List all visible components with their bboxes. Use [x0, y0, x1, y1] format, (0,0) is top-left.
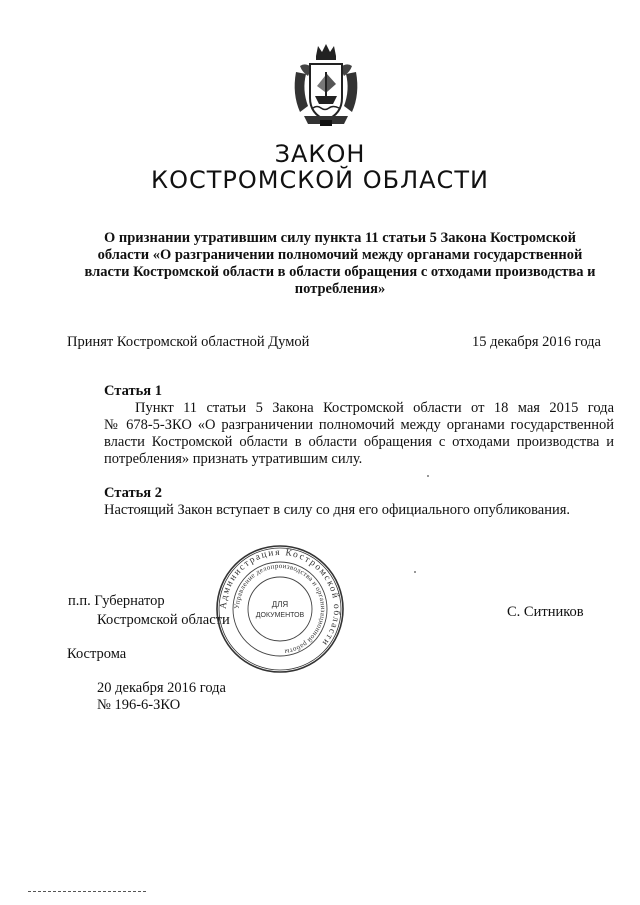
subject-line: О признании утратившим силу пункта 11 статьи 5 Закона Костромской [103, 230, 576, 246]
signatory-name: С. Ситников [507, 604, 584, 620]
scan-speck [427, 475, 429, 477]
adoption-date: 15 декабря 2016 года [472, 334, 601, 350]
article-line: Пункт 11 статьи 5 Закона Костромской области от 18 мая 2015 года [135, 400, 614, 416]
place-of-signing: Кострома [67, 646, 127, 662]
official-stamp [214, 543, 346, 675]
law-title: ЗАКОН [274, 140, 366, 168]
article-2-heading: Статья 2 [104, 485, 162, 501]
law-subject [70, 230, 610, 298]
subject-line: потребления» [294, 281, 386, 297]
article-1-heading: Статья 1 [104, 383, 162, 399]
stamp-inner-text: Управление делопроизводства и организационной работы [232, 561, 328, 656]
stamp-center-line: ДОКУМЕНТОВ [255, 612, 305, 619]
adoption-label: Принят Костромской областной Думой [67, 334, 310, 350]
document-date: 20 декабря 2016 года [97, 680, 226, 696]
document-number: № 196-6-ЗКО [97, 697, 181, 713]
stamp-center-line: ДЛЯ [271, 600, 289, 609]
article-2-body [104, 502, 614, 519]
article-line: власти Костромской области в области обращения с отходами производства и [104, 434, 614, 450]
article-line: № 678-5-ЗКО «О разграничении полномочий между органами государственной [104, 417, 614, 433]
subject-line: области «О разграничении полномочий между органами государственной [97, 247, 583, 263]
stamp-outer-text: Администрация Костромской области [218, 547, 342, 649]
signatory-region: Костромской области [97, 612, 230, 628]
scan-speck [414, 571, 416, 573]
footer-rule [28, 891, 146, 892]
law-region-title: КОСТРОМСКОЙ ОБЛАСТИ [151, 166, 489, 194]
coat-of-arms-icon [290, 42, 362, 128]
article-1-body [104, 400, 614, 468]
signatory-position: п.п. Губернатор [68, 593, 165, 609]
article-line: Настоящий Закон вступает в силу со дня его официального опубликования. [104, 502, 571, 518]
subject-line: власти Костромской области в области обращения с отходами производства и [84, 264, 596, 280]
article-line: потребления» признать утратившим силу. [104, 451, 363, 467]
